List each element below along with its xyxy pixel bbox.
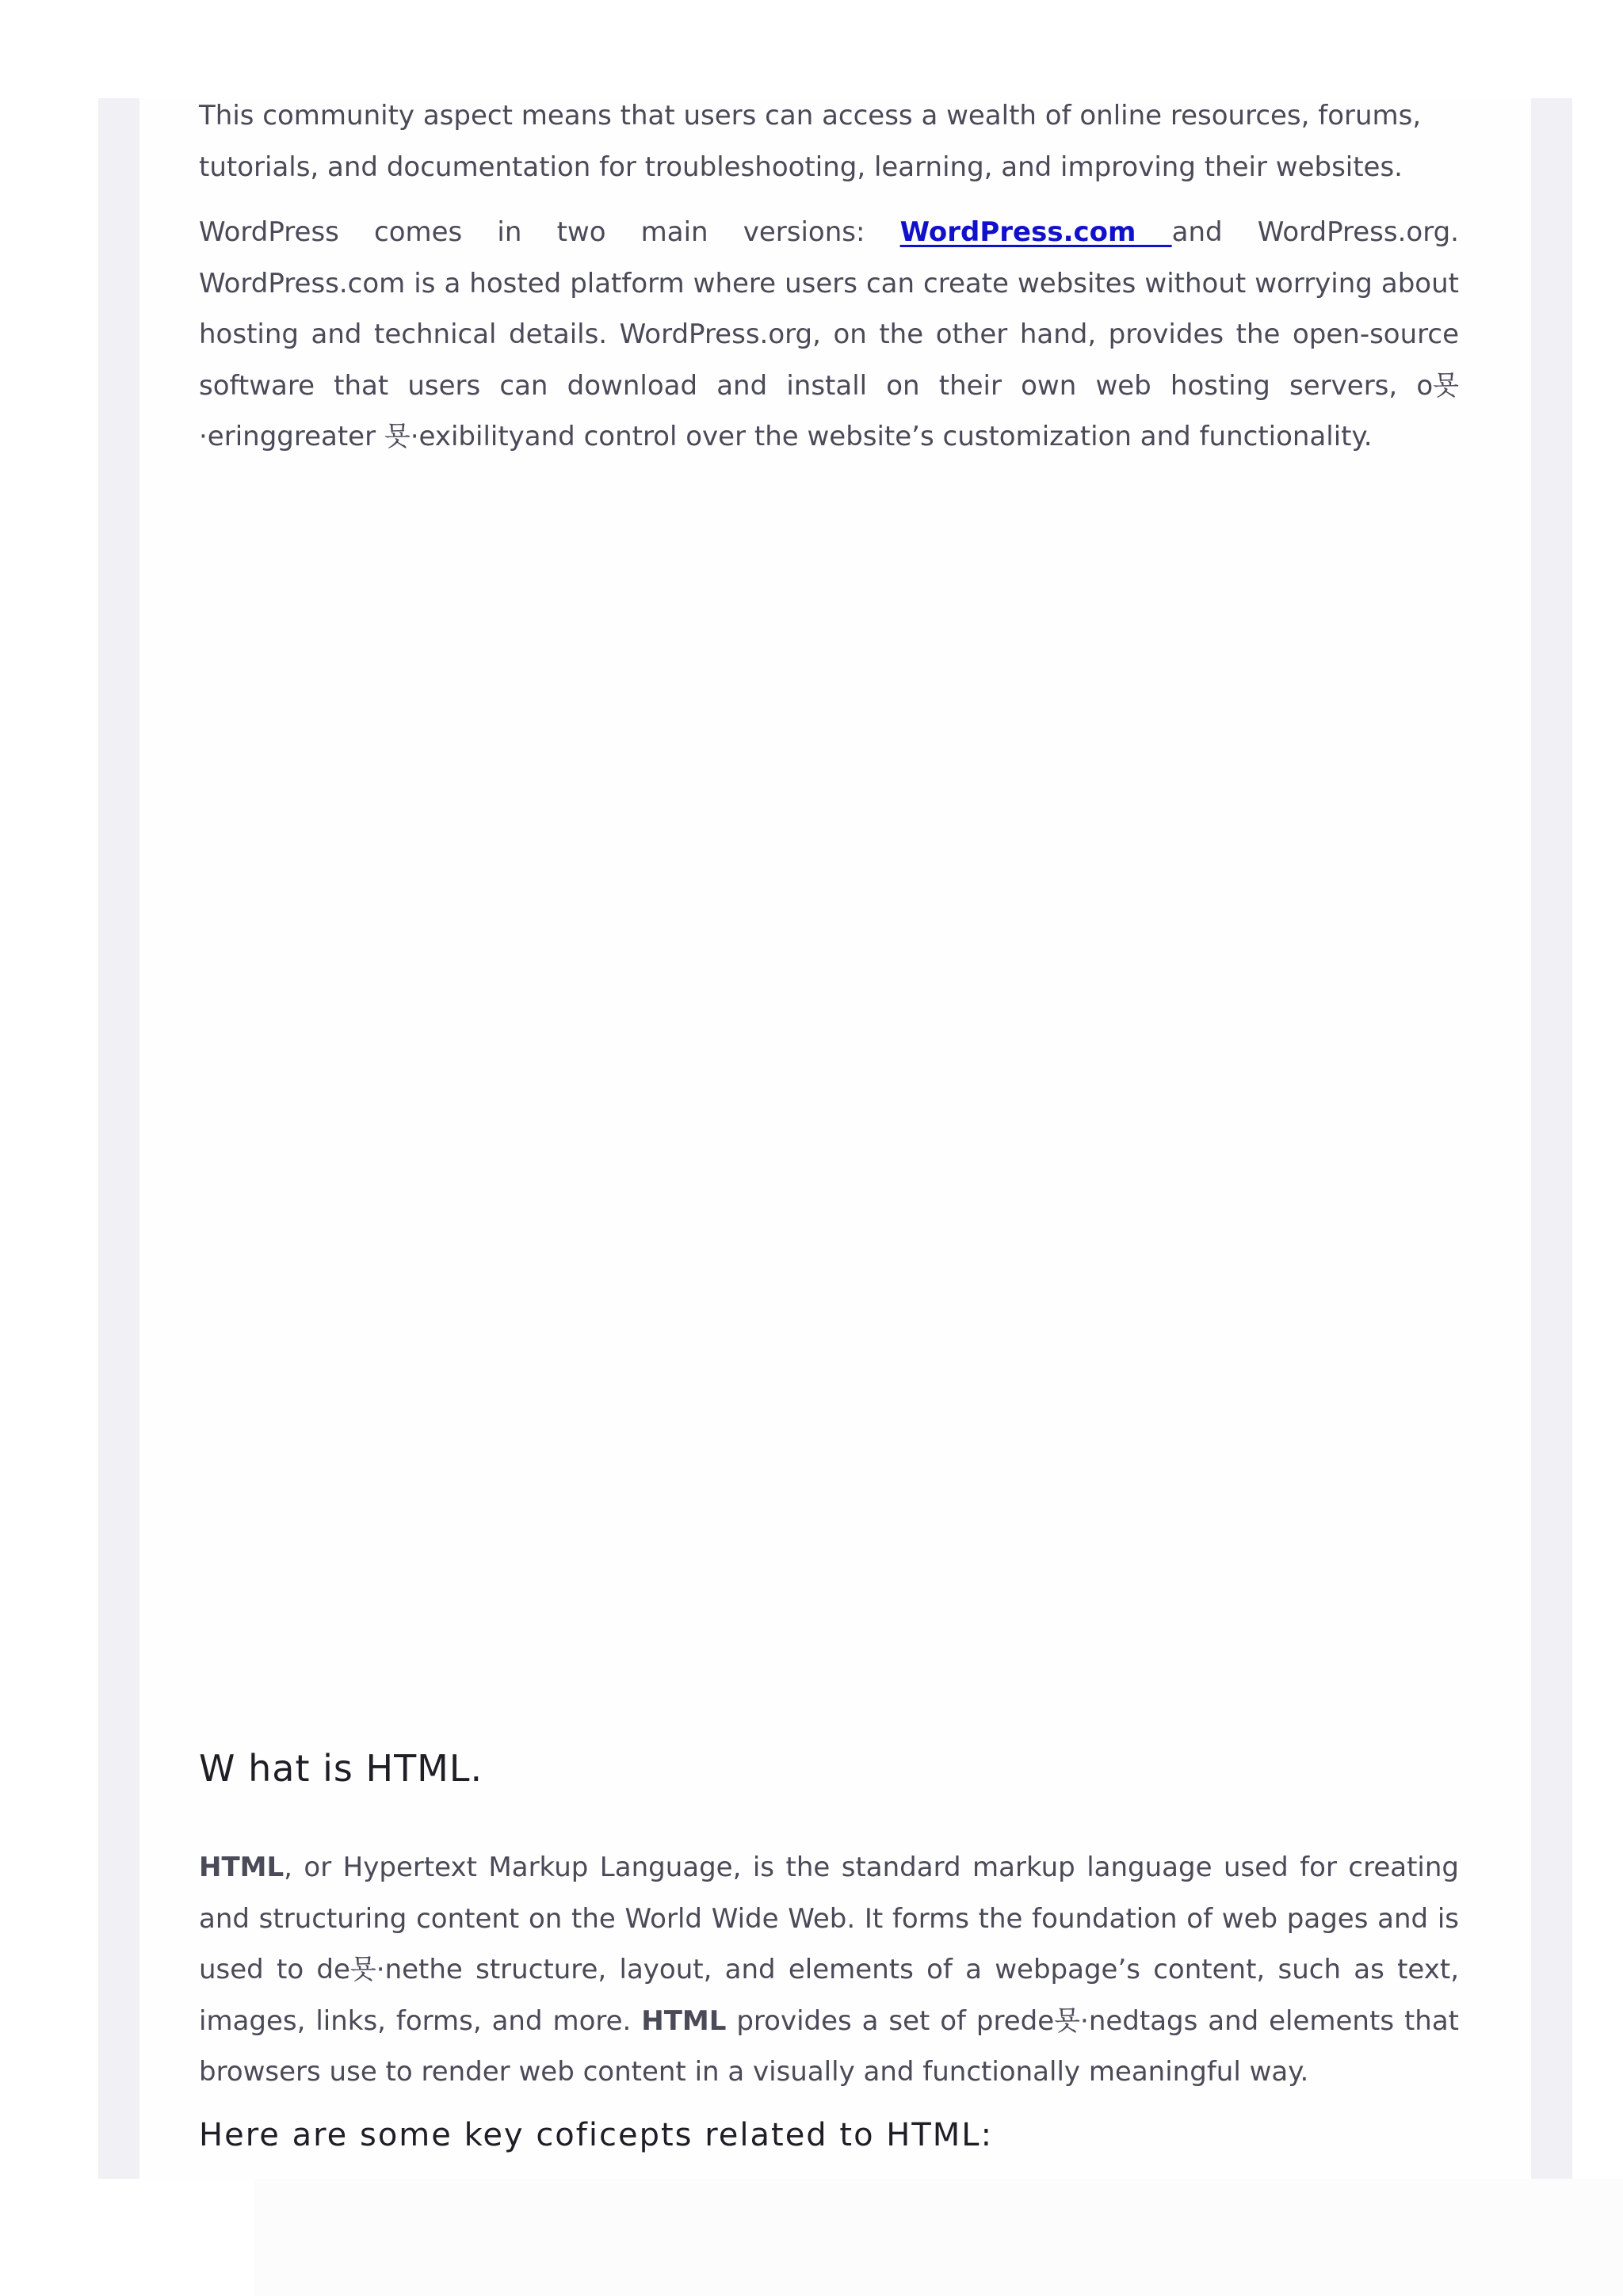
left-margin-bar — [98, 98, 139, 2179]
html-term: HTML — [199, 1852, 285, 1883]
key-concepts-heading: Here are some key coficepts related to HTML: — [199, 2117, 994, 2153]
html-paragraph — [199, 1842, 1459, 2098]
bottom-strip — [254, 2179, 1623, 2296]
section-title: W hat is HTML. — [199, 1747, 483, 1790]
html-term-second: HTML — [641, 2004, 727, 2037]
right-margin-bar — [1531, 98, 1572, 2179]
versions-paragraph — [199, 207, 1459, 463]
versions-text-after-link: and WordPress.org. WordPress.com is a hosted platform where users can create websites without worrying about hosting and technical details. WordPress.org, on the other hand, provides the open-source software that users can download and install on their own web hosting servers, o묫·eringgreater 묫·exibilityand control over the website’s customization and functionality. — [199, 216, 1459, 452]
community-text: This community aspect means that users can access a wealth of online resources, forums, tutorials, and documentation for troubleshooting, learning, and improving their websites. — [199, 100, 1422, 183]
html-tags-text: provides a set of prede묫·nedtags and elements that browsers use to render web content in a visually and functionally meaningful way. — [199, 2004, 1459, 2088]
html-definition-text: , or Hypertext Markup Language, is the standard markup language used for creating and structuring content on the World Wide Web. It forms the foundation of web pages and is used to de묫·nethe structure, layout, and elements of a webpage’s content, such as text, images, links, forms, and more. — [199, 1852, 1459, 2037]
community-paragraph — [199, 90, 1459, 193]
versions-text-before-link: WordPress comes in two main versions: — [199, 216, 900, 248]
wordpress-com-link[interactable]: WordPress.com — [899, 216, 1172, 248]
